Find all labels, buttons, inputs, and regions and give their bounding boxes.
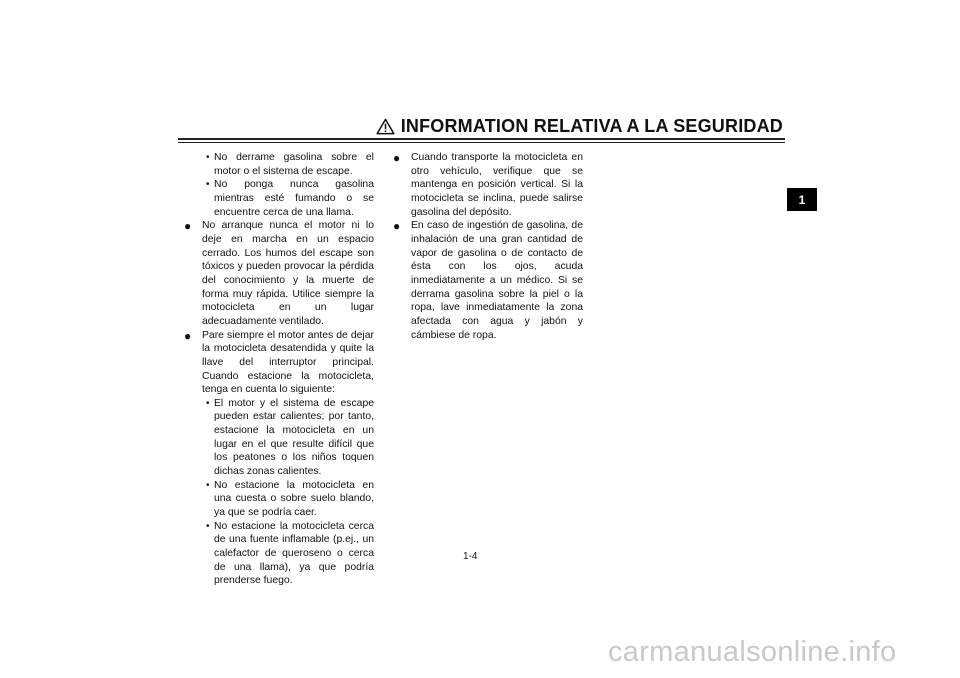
section-tab [787,188,817,211]
item-text: Cuando transporte la motocicleta en otro vehículo, verifique que se mantenga en posición vertical. Si la motocicleta se inclina, puede salirse gasolina del depósito. [411,152,583,218]
right-column [393,151,583,342]
watermark: carmanualsonline.info [608,636,897,668]
bullet-small-icon: • [206,152,210,163]
bullet-small-icon: • [206,479,210,491]
sub-list-item [184,479,374,520]
bullet-circle-icon: ● [393,219,401,234]
list-item [184,219,374,328]
item-text: En caso de ingestión de gasolina, de inhalación de una gran cantidad de vapor de gasolina o de contacto de ésta con los ojos, acuda inmediatamente a un médico. Si se derrama gasolina sobre la piel o la ropa, lave inmediatamente la zona afectada con agua y jabón y cámbiese de ropa. [411,220,583,341]
header-rule-thick [178,138,785,140]
sub-list [184,397,374,588]
header-rule-thin [178,142,785,143]
header-title-group [376,116,783,137]
bullet-small-icon: • [206,179,210,191]
sub-item-text: No ponga nunca gasolina mientras esté fumando o se encuentre cerca de una llama. [214,179,374,218]
page-header [178,116,785,144]
page-number: 1-4 [463,551,478,562]
list-item [393,151,583,219]
bullet-circle-icon: ● [393,151,401,165]
left-column [184,151,374,588]
page-title: INFORMATION RELATIVA A LA SEGURIDAD [400,116,783,136]
sub-item-text: No estacione la motocicleta cerca de una fuente inflamable (p.ej., un calefactor de queroseno o cerca de una llama), ya que podría prenderse fuego. [214,520,374,587]
bullet-small-icon: • [206,520,210,532]
sub-list-item [184,397,374,479]
item-text: No arranque nunca el motor ni lo deje en marcha en un espacio cerrado. Los humos del escape son tóxicos y pueden provocar la pérdida del conocimiento y la muerte de forma muy rápida. Utilice siempre la motocicleta en un lugar adecuadamente ventilado. [202,220,374,327]
list-item [184,329,374,397]
bullet-small-icon: • [206,397,210,409]
sub-item-text: El motor y el sistema de escape pueden estar calientes; por tanto, estacione la motocicleta en un lugar en el que resulte difícil que los peatones o los niños toquen dichas zonas calientes. [214,397,374,478]
bullet-circle-icon: ● [184,219,192,234]
section-tab-label: 1 [798,192,806,207]
sub-list-item [184,151,374,178]
bullet-circle-icon: ● [184,328,192,343]
sub-list-item [184,520,374,588]
sub-item-text: No derrame gasolina sobre el motor o el sistema de escape. [214,152,374,177]
warning-triangle-icon [376,118,395,135]
sub-item-text: No estacione la motocicleta en una cuesta o sobre suelo blando, ya que se podría caer. [214,479,374,519]
list-item [393,219,583,342]
item-text: Pare siempre el motor antes de dejar la motocicleta desatendida y quite la llave del interruptor principal. Cuando estacione la motocicleta, tenga en cuenta lo siguiente: [202,329,374,396]
sub-list-item [184,178,374,219]
